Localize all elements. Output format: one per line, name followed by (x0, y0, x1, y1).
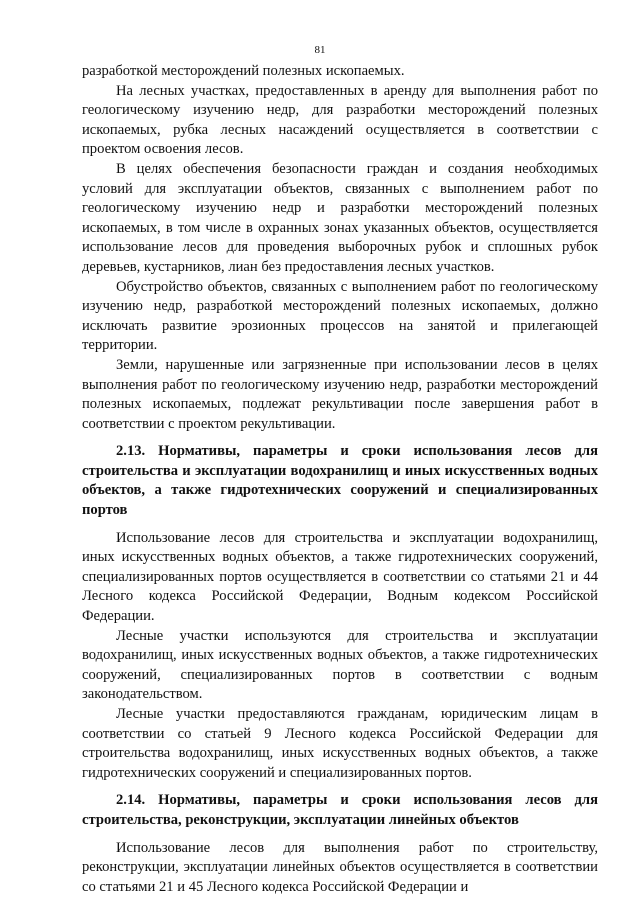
paragraph: Земли, нарушенные или загрязненные при использовании лесов в целях выполнения работ по геологическому изучению недр, разработки месторождений полезных ископаемых, подлежат рекультивации после завершения работ в соответствии с проектом рекультивации. (82, 356, 598, 432)
paragraph: Использование лесов для строительства и эксплуатации водохранилищ, иных искусственных водных объектов, а также гидротехнических сооружений, специализированных портов осуществляется в соответствии со статьями 21 и 44 Лесного кодекса Российской Федерации, Водным кодексом Российской Федерации. (82, 529, 598, 625)
paragraph: Лесные участки используются для строительства и эксплуатации водохранилищ, иных искусственных водных объектов, а также гидротехнических сооружений, специализированных портов в соответствии с водным законодательством. (82, 627, 598, 703)
paragraph: В целях обеспечения безопасности граждан и создания необходимых условий для эксплуатации объектов, связанных с выполнением работ по геологическому изучению недр и разработки месторождений полезных ископаемых, в том числе в охранных зонах указанных объектов, осуществляется использование лесов для проведения выборочных рубок и сплошных рубок деревьев, кустарников, лиан без предоставления лесных участков. (82, 160, 598, 275)
paragraph: Лесные участки предоставляются гражданам, юридическим лицам в соответствии со статьей 9 Лесного кодекса Российской Федерации для строительства водохранилищ, иных искусственных водных объектов, а также гидротехнических сооружений и специализированных портов. (82, 706, 598, 781)
section-heading: 2.14. Нормативы, параметры и сроки использования лесов для строительства, реконструкции, эксплуатации линейных объектов (82, 792, 598, 828)
page-number: 81 (314, 44, 326, 56)
section-heading: 2.13. Нормативы, параметры и сроки использования лесов для строительства и эксплуатации водохранилищ и иных искусственных водных объектов, а также гидротехнических сооружений и специализированных портов (82, 443, 598, 519)
paragraph: Обустройство объектов, связанных с выполнением работ по геологическому изучению недр, разработкой месторождений полезных ископаемых, должно исключать развитие эрозионных процессов на занятой и прилегающей территории. (82, 278, 598, 354)
paragraph: разработкой месторождений полезных ископаемых. (82, 63, 405, 79)
paragraph: Использование лесов для выполнения работ по строительству, реконструкции, эксплуатации линейных объектов осуществляется в соответствии со статьями 21 и 45 Лесного кодекса Российской Федерации и (82, 839, 598, 895)
paragraph: На лесных участках, предоставленных в аренду для выполнения работ по геологическому изучению недр, для разработки месторождений полезных ископаемых, рубка лесных насаждений осуществляется в соответствии с проектом освоения лесов. (82, 82, 598, 158)
page-body (82, 62, 598, 897)
